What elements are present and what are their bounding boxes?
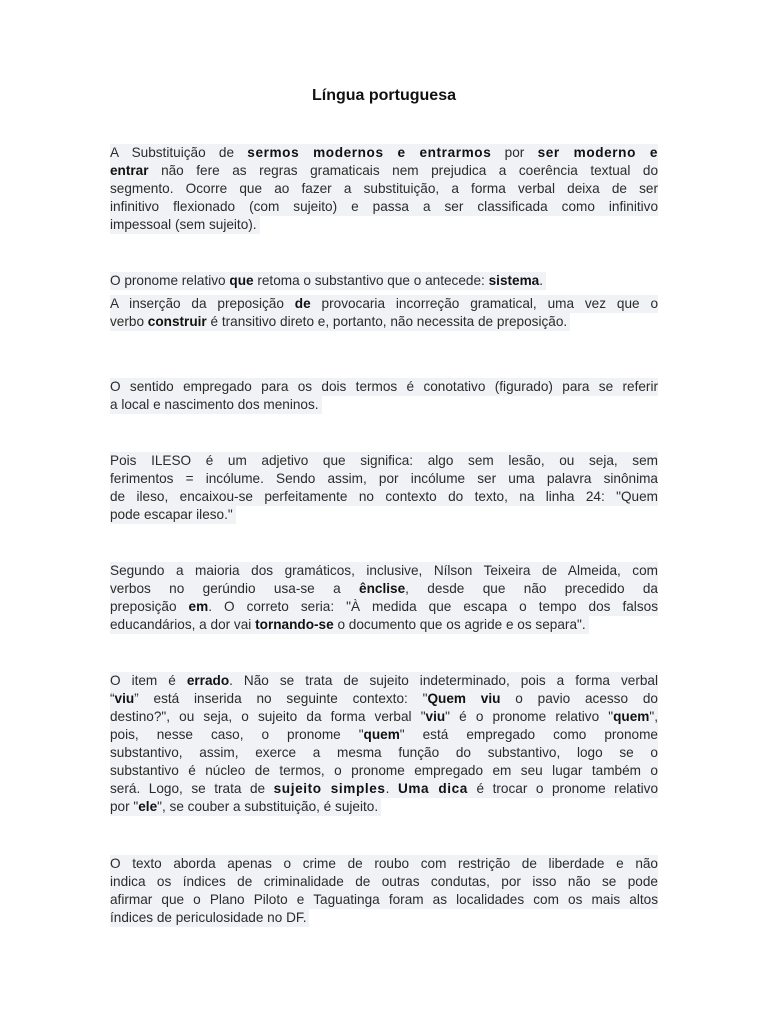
line: O sentido empregado para os dois termos é conotativo (figurado) para se referir — [110, 379, 658, 394]
line: segmento. Ocorre que ao fazer a substituição, a forma verbal deixa de ser — [110, 181, 658, 196]
line: será. Logo, se trata de sujeito simples. Uma dica é trocar o pronome relativo — [110, 781, 658, 796]
line: a local e nascimento dos meninos. — [110, 396, 322, 414]
page-title: Língua portuguesa — [312, 87, 456, 104]
line: impessoal (sem sujeito). — [110, 216, 260, 234]
paragraph-1 — [110, 144, 658, 239]
line: verbos no gerúndio usa-se a ênclise, desde que não precedido da — [110, 581, 658, 596]
line: “viu” está inserida no seguinte contexto: "Quem viu o pavio acesso do — [110, 691, 658, 706]
line: entrar não fere as regras gramaticais nem prejudica a coerência textual do — [110, 163, 658, 178]
line: O texto aborda apenas o crime de roubo com restrição de liberdade e não — [110, 856, 658, 871]
line: preposição em. O correto seria: "À medida que escapa o tempo dos falsos — [110, 599, 658, 614]
line: A Substituição de sermos modernos e entrarmos por ser moderno e — [110, 145, 658, 160]
line: substantivo é núcleo de termos, o pronome empregado em seu lugar também o — [110, 763, 658, 778]
line: Segundo a maioria dos gramáticos, inclusive, Nílson Teixeira de Almeida, com — [110, 563, 658, 578]
line: A inserção da preposição de provocaria incorreção gramatical, uma vez que o — [110, 296, 658, 311]
line: pois, nesse caso, o pronome "quem" está empregado como pronome — [110, 727, 658, 742]
line: indica os índices de criminalidade de outras condutas, por isso não se pode — [110, 874, 658, 889]
paragraph-4 — [110, 452, 658, 529]
line: O pronome relativo que retoma o substantivo que o antecede: sistema. — [110, 272, 546, 290]
line: infinitivo flexionado (com sujeito) e passa a ser classificada como infinitivo — [110, 199, 658, 214]
paragraph-5 — [110, 562, 658, 639]
line: Pois ILESO é um adjetivo que significa: algo sem lesão, ou seja, sem — [110, 453, 658, 468]
line: afirmar que o Plano Piloto e Taguatinga foram as localidades com os mais altos — [110, 892, 658, 907]
line: índices de periculosidade no DF. — [110, 909, 309, 927]
line: educandários, a dor vai tornando-se o documento que os agride e os separa". — [110, 616, 589, 634]
line: de ileso, encaixou-se perfeitamente no contexto do texto, na linha 24: "Quem — [110, 489, 658, 504]
line: destino?", ou seja, o sujeito da forma verbal "viu" é o pronome relativo "quem", — [110, 709, 658, 724]
paragraph-6 — [110, 672, 658, 821]
paragraph-2 — [110, 272, 658, 336]
line: ferimentos = incólume. Sendo assim, por incólume ser uma palavra sinônima — [110, 471, 658, 486]
line: substantivo, assim, exerce a mesma função do substantivo, logo se o — [110, 745, 658, 760]
line: O item é errado. Não se trata de sujeito indeterminado, pois a forma verbal — [110, 673, 658, 688]
paragraph-3 — [110, 378, 658, 419]
line: verbo construir é transitivo direto e, portanto, não necessita de preposição. — [110, 313, 570, 331]
paragraph-7 — [110, 855, 658, 932]
line: pode escapar ileso." — [110, 506, 236, 524]
line: por "ele", se couber a substituição, é sujeito. — [110, 798, 381, 816]
